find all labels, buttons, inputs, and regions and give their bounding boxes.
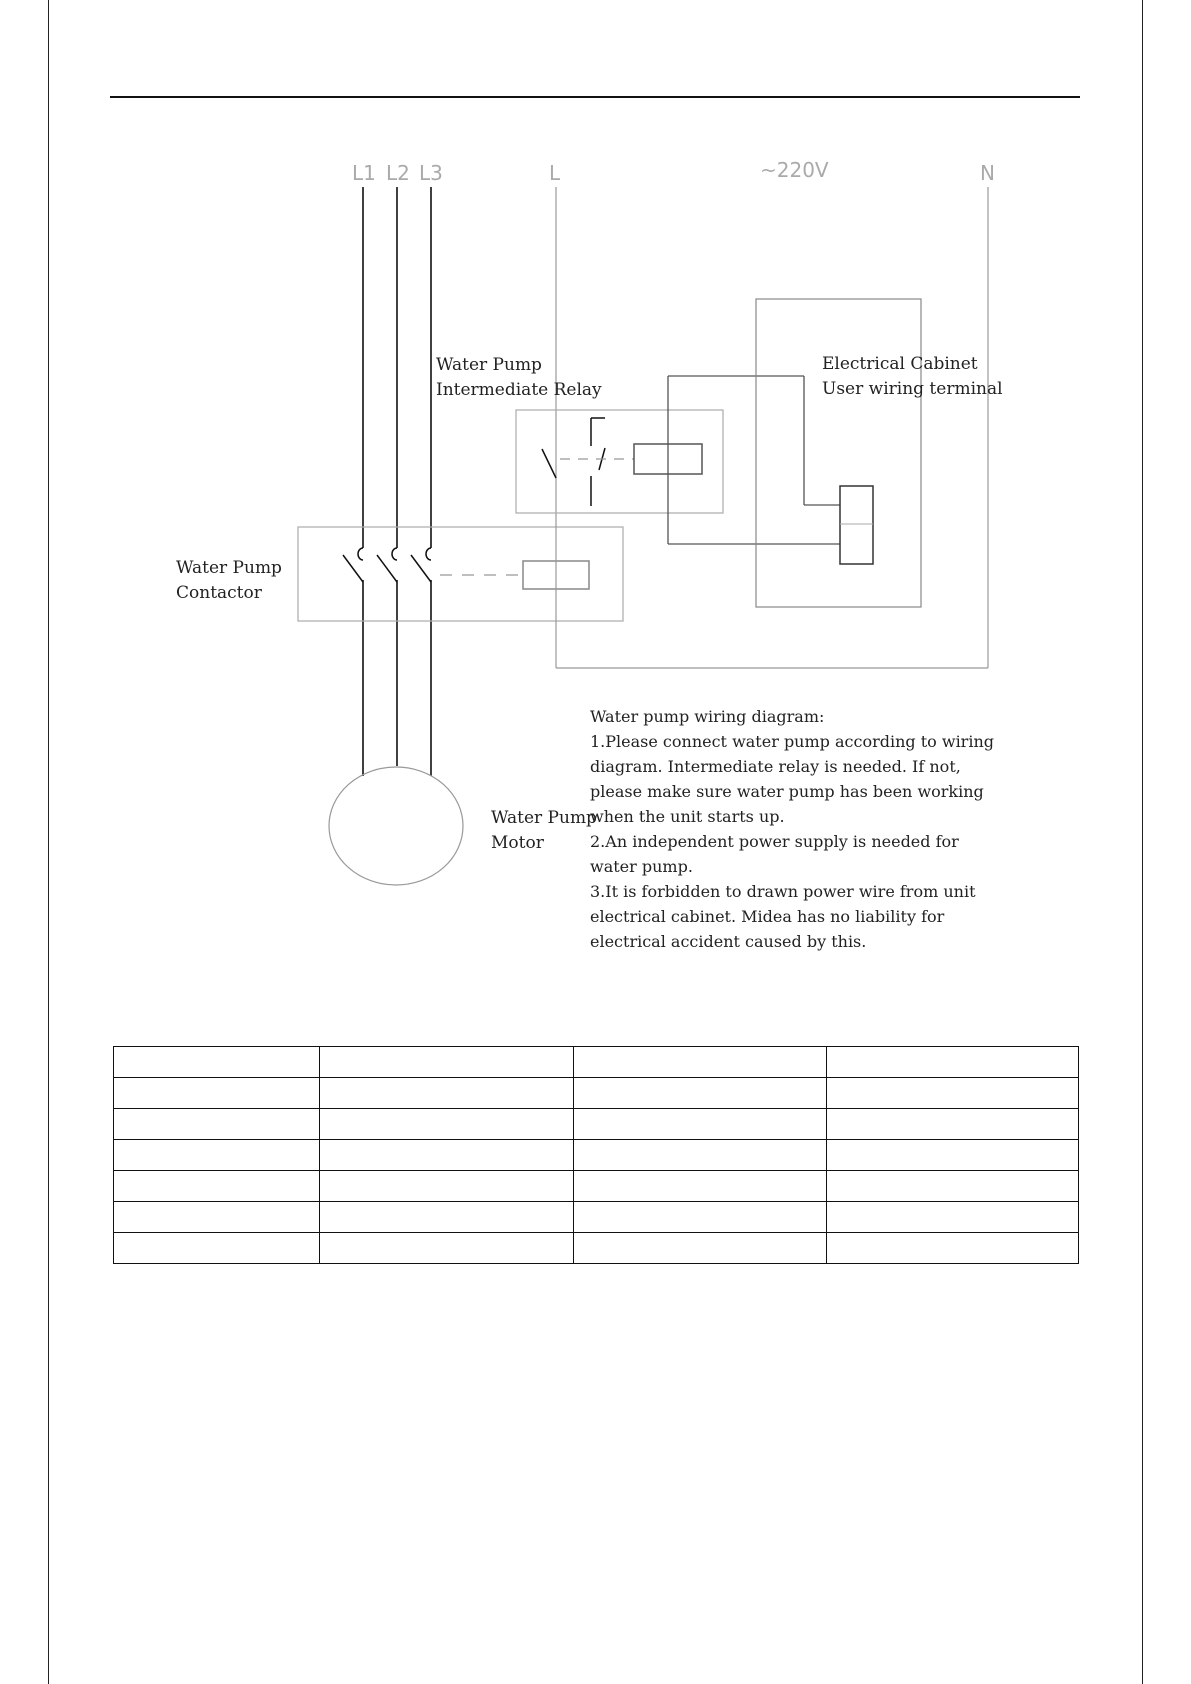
table-cell <box>319 1171 573 1202</box>
table-cell <box>114 1171 320 1202</box>
table-cell <box>827 1202 1079 1233</box>
cabinet-label-line2: User wiring terminal <box>822 379 1003 399</box>
table-cell <box>827 1171 1079 1202</box>
table-cell <box>114 1078 320 1109</box>
control-supply-wiring <box>556 187 988 668</box>
table-row <box>114 1171 1079 1202</box>
electrical-cabinet <box>756 299 921 607</box>
relay-label-line1: Water Pump <box>436 355 542 375</box>
voltage-label: ~220V <box>760 158 829 182</box>
table-cell <box>573 1047 827 1078</box>
table-row <box>114 1202 1079 1233</box>
note-item-3: 3.It is forbidden to drawn power wire from unit electrical cabinet. Midea has no liability for electrical accident caused by this. <box>590 882 981 951</box>
table-row <box>114 1233 1079 1264</box>
motor-label-line2: Motor <box>491 833 544 853</box>
table-cell <box>827 1140 1079 1171</box>
table-cell <box>573 1171 827 1202</box>
table-cell <box>827 1233 1079 1264</box>
table-cell <box>319 1140 573 1171</box>
table-row <box>114 1109 1079 1140</box>
table-cell <box>573 1078 827 1109</box>
contactor-label-line1: Water Pump <box>176 558 282 578</box>
motor-label-line1: Water Pump <box>491 808 597 828</box>
table-cell <box>573 1233 827 1264</box>
neutral-label: N <box>980 161 995 185</box>
table-cell <box>827 1109 1079 1140</box>
three-phase-conductors <box>363 187 431 776</box>
table-row <box>114 1047 1079 1078</box>
table-row <box>114 1140 1079 1171</box>
water-pump-motor-symbol <box>329 767 463 885</box>
table-cell <box>114 1202 320 1233</box>
table-cell <box>573 1109 827 1140</box>
line-label: L <box>549 161 561 185</box>
intermediate-relay-symbol <box>516 410 723 513</box>
phase-label-l1: L1 <box>352 161 376 185</box>
notes-title: Water pump wiring diagram: <box>590 707 825 726</box>
table-cell <box>114 1109 320 1140</box>
table-cell <box>827 1078 1079 1109</box>
table-cell <box>319 1078 573 1109</box>
cabinet-label-line1: Electrical Cabinet <box>822 354 978 374</box>
contactor-symbol <box>298 527 623 621</box>
table-cell <box>114 1233 320 1264</box>
wiring-notes <box>590 704 1010 954</box>
contactor-label-line2: Contactor <box>176 583 262 603</box>
table-cell <box>319 1202 573 1233</box>
table-cell <box>114 1140 320 1171</box>
table-row <box>114 1078 1079 1109</box>
phase-label-l2: L2 <box>386 161 410 185</box>
table-cell <box>114 1047 320 1078</box>
phase-label-l3: L3 <box>419 161 443 185</box>
table-cell <box>827 1047 1079 1078</box>
table-cell <box>319 1047 573 1078</box>
relay-label-line2: Intermediate Relay <box>436 380 602 400</box>
table-cell <box>573 1140 827 1171</box>
table-cell <box>573 1202 827 1233</box>
relay-to-terminal-wiring <box>668 376 840 544</box>
note-item-1: 1.Please connect water pump according to wiring diagram. Intermediate relay is needed. If not, please make sure water pump has been working when the unit starts up. <box>590 732 1000 826</box>
table-cell <box>319 1109 573 1140</box>
note-item-2: 2.An independent power supply is needed for water pump. <box>590 832 964 876</box>
table-cell <box>319 1233 573 1264</box>
empty-data-table <box>113 1046 1079 1264</box>
